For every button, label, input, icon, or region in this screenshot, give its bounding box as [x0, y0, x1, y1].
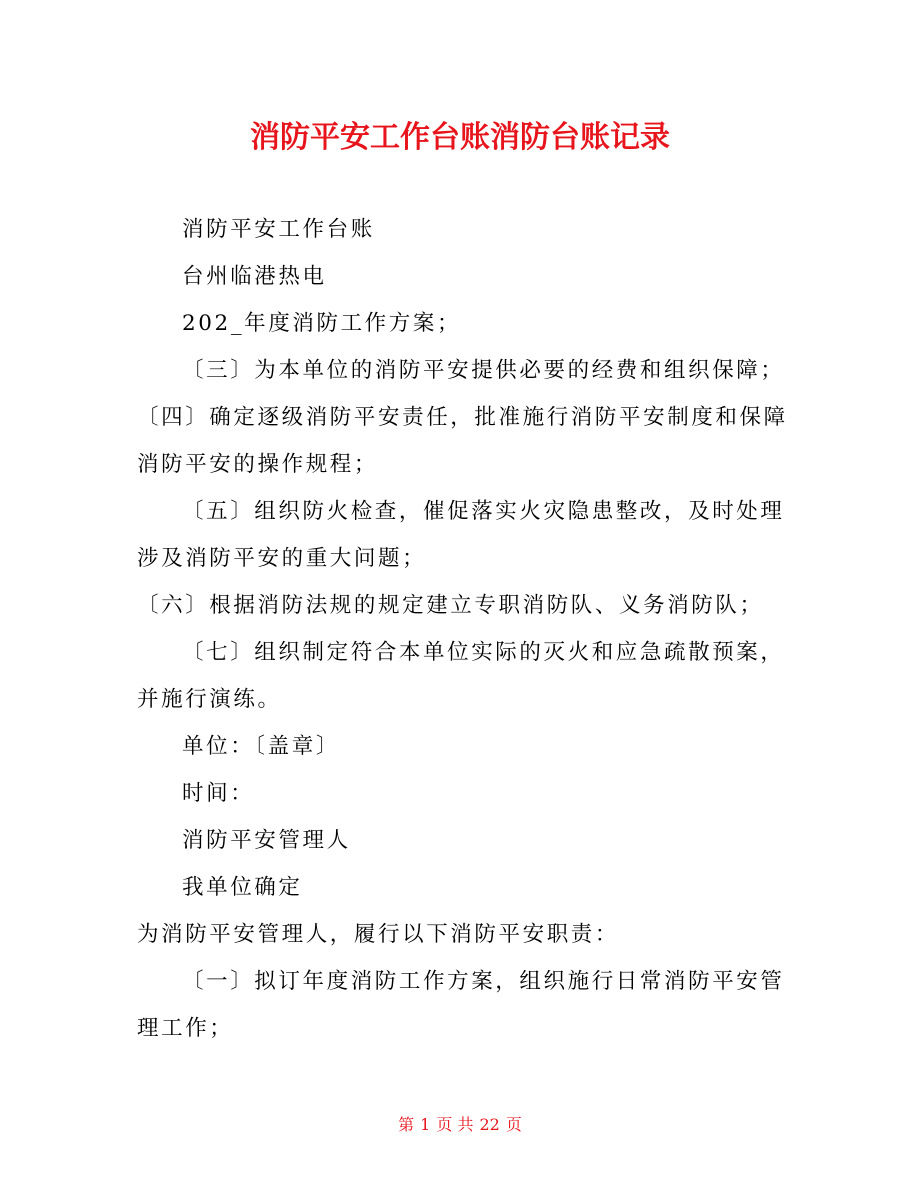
- body-line: 消防平安管理人: [182, 828, 351, 853]
- document-title: 消防平安工作台账消防台账记录: [250, 120, 670, 155]
- body-line: 消防平安工作台账: [182, 217, 375, 242]
- body-line: 我单位确定: [182, 875, 303, 900]
- body-line: 并施行演练。: [137, 687, 282, 712]
- body-line: 时间：: [182, 781, 255, 806]
- footer-page-number: 1: [420, 1115, 431, 1134]
- body-line: 〔三〕为本单位的消防平安提供必要的经费和组织保障；: [182, 358, 785, 383]
- page-footer: [0, 1112, 920, 1138]
- body-line: 单位：〔盖章〕: [182, 734, 340, 759]
- body-line: 〔七〕组织制定符合本单位实际的灭火和应急疏散预案，: [182, 640, 785, 665]
- document-body: [137, 206, 792, 1052]
- body-line: 台州临港热电: [182, 264, 327, 289]
- body-line: 〔一〕拟订年度消防工作方案，组织施行日常消防平安管: [182, 969, 785, 994]
- body-line: 〔五〕组织防火检查，催促落实火灾隐患整改，及时处理: [182, 499, 785, 524]
- body-line: 为消防平安管理人，履行以下消防平安职责：: [137, 922, 620, 947]
- footer-total-pages: 22: [479, 1115, 500, 1134]
- body-line: 消防平安的操作规程；: [137, 452, 379, 477]
- body-line: 涉及消防平安的重大问题；: [137, 546, 427, 571]
- footer-suffix: 页: [505, 1115, 522, 1134]
- body-line: 202_年度消防工作方案；: [182, 311, 462, 336]
- footer-prefix: 第: [398, 1115, 415, 1134]
- body-line: 理工作；: [137, 1016, 234, 1041]
- footer-middle: 页 共: [436, 1115, 474, 1134]
- body-line: 〔四〕确定逐级消防平安责任，批准施行消防平安制度和保障: [137, 405, 788, 430]
- body-line: 〔六〕根据消防法规的规定建立专职消防队、义务消防队；: [137, 593, 764, 618]
